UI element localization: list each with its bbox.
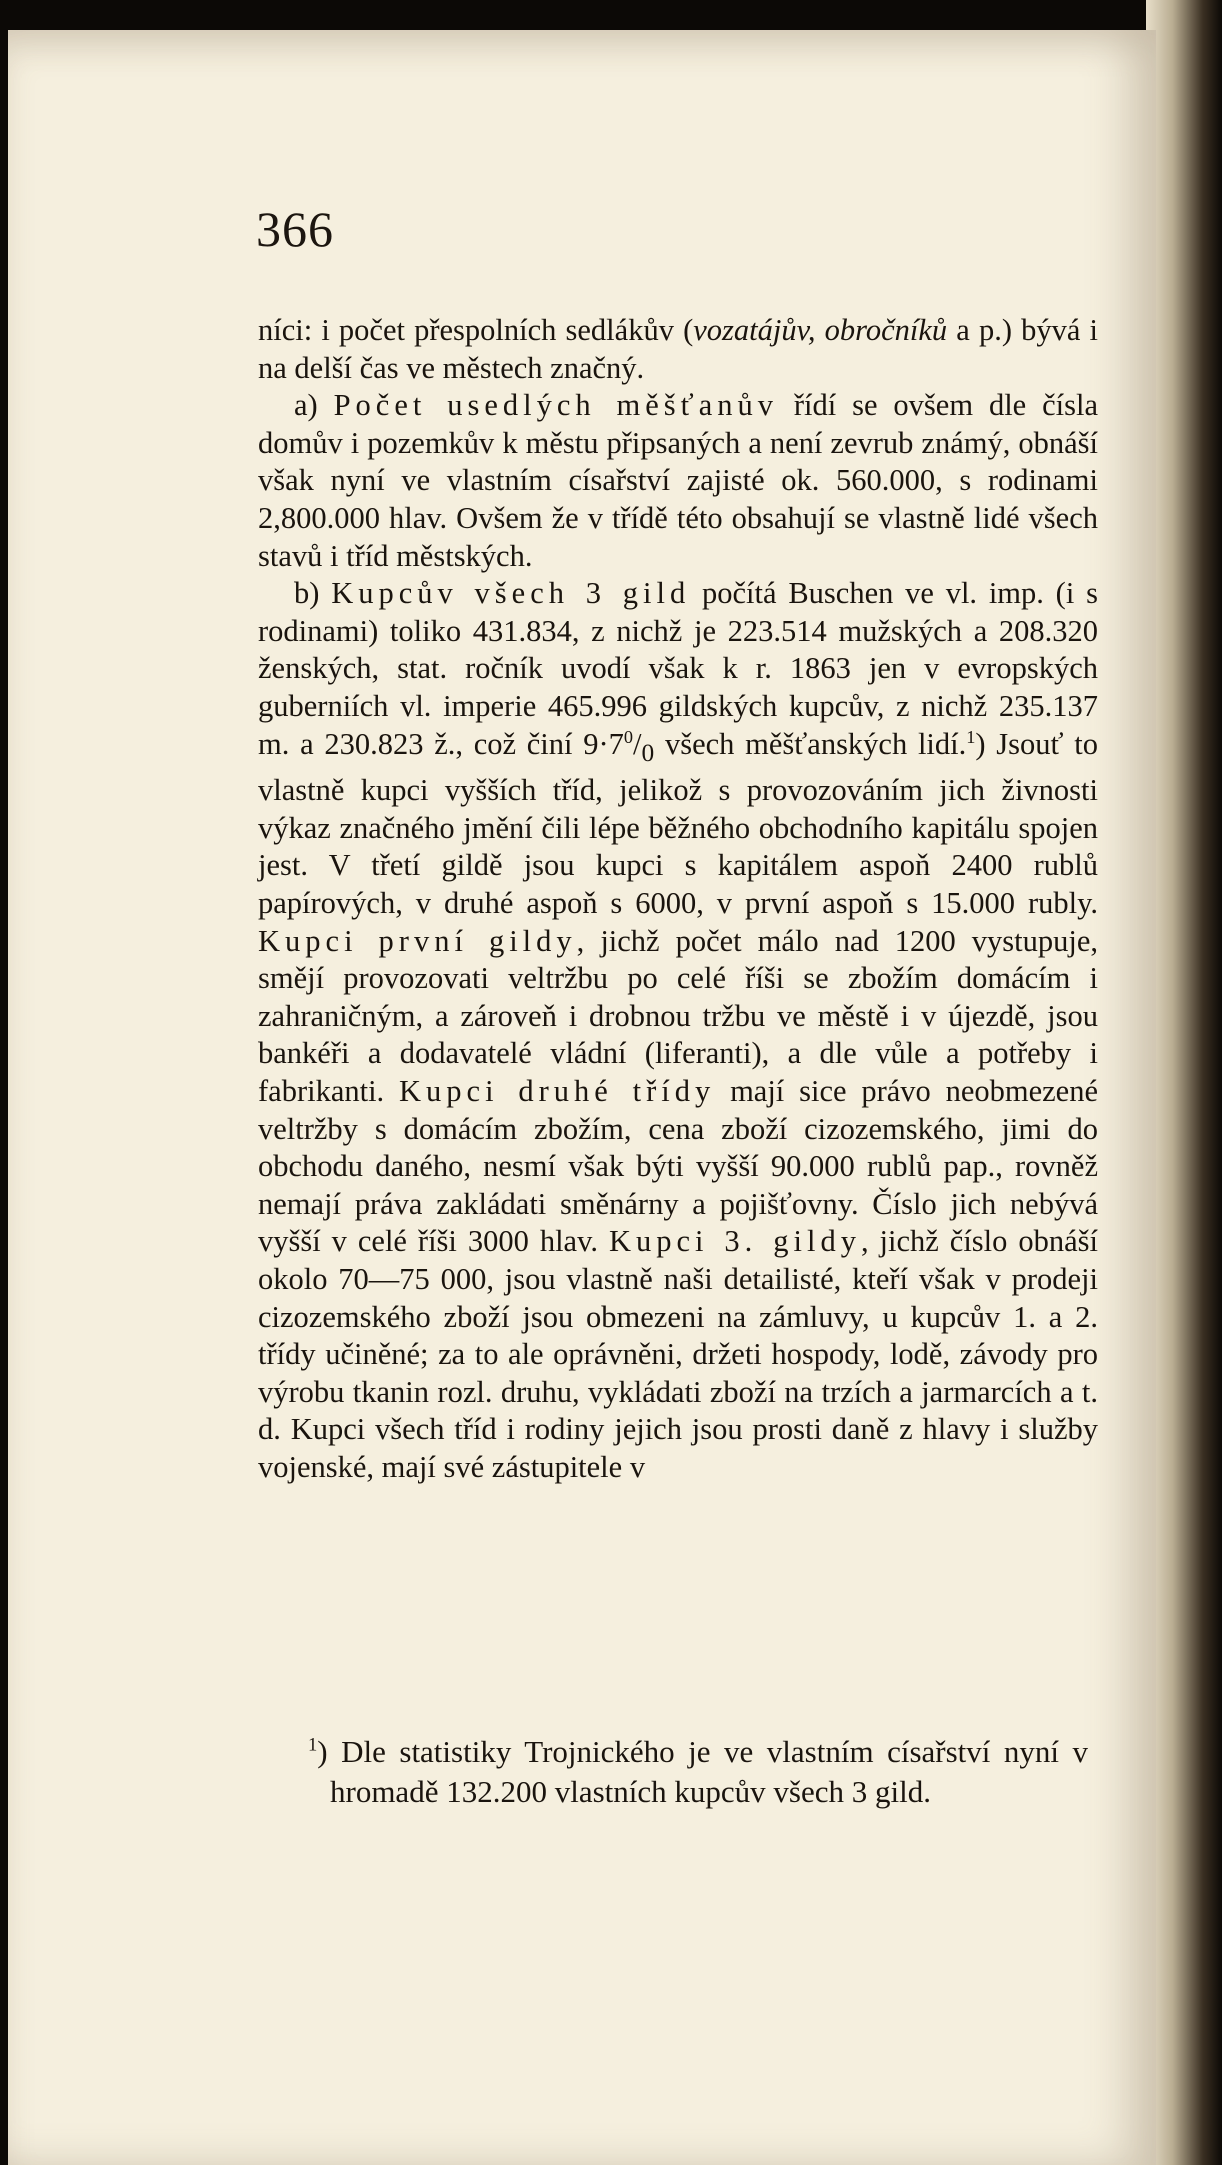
footnote-text: ) Dle statistiky Trojnického je ve vlastním císařství nyní v hromadě 132.200 vlastních kupcův všech 3 gild. — [317, 1734, 1088, 1809]
paragraph-2 — [258, 387, 1098, 575]
p3-text-5: mají sice právo neobmezené veltržby s domácím zbožím, cena zboží cizozemského, jimi do obchodu daného, nesmí však býti vyšší 90.000 rublů pap., rovněž nemají práva zakládati směnárny a pojišťovny. Číslo jich nebývá vyšší v celé říši 3000 hlav. — [258, 1073, 1099, 1259]
p3-text-1: počítá Buschen ve vl. imp. (i s rodinami) toliko 431.834, z nichž je 223.514 mužských a 208.320 ženských, stat. ročník uvodí však k r. 1863 jen v evropských guberniích vl. imperie 465.996 gildských kupcův, z nichž 235.137 m. a 230.823 ž., což činí 9·7 — [258, 576, 1098, 761]
percent-sign-sub: 0 — [641, 738, 655, 767]
p2-label: a) — [294, 388, 334, 423]
p3-text-3: ) Jsouť to vlastně kupci vyšších tříd, jelikož s provozováním jich živnosti výkaz značného jmění čili lépe běžného obchodního kapitálu spojen jest. V třetí gildě jsou kupci s kapitálem aspoň 2400 rublů papírových, v druhé aspoň s 6000, v první aspoň s 15.000 rubly. — [258, 726, 1098, 920]
main-text — [258, 312, 1098, 1487]
p3-percent-slash: / — [633, 726, 642, 761]
p3-first-guild-spaced: Kupci první gildy — [258, 923, 577, 958]
p1-text-1: níci: i počet přespolních sedlákův ( — [258, 313, 694, 347]
page-number: 366 — [256, 201, 334, 257]
footnote-reference: 1 — [966, 726, 976, 747]
p3-heading-spaced: Kupcův všech 3 gild — [331, 576, 691, 611]
p2-heading-spaced: Počet usedlých měšťanův — [333, 388, 778, 423]
p3-text-6: , jichž číslo obnáší okolo 70—75 000, jsou vlastně naši detailisté, kteří však v prodeji cizozemského zboží jsou obmezeni na zámluvy, u kupcův 1. a 2. třídy učiněné; za to ale oprávněni, držeti hospody, lodě, závody pro výrobu tkanin rozl. druhu, vykládati zboží na trzích a jarmarcích a t. d. Kupci všech tříd i rodiny jejich jsou prosti daně z hlavy i služby vojenské, mají své zástupitele v — [258, 1224, 1098, 1484]
paragraph-3 — [258, 575, 1098, 1486]
p3-second-class-spaced: Kupci druhé třídy — [399, 1073, 716, 1108]
book-spine — [1146, 0, 1222, 2165]
footnote — [308, 1732, 1088, 1812]
p3-text-2: všech měšťanských lidí. — [654, 726, 967, 761]
p3-label: b) — [294, 576, 332, 611]
footnote-marker: 1 — [308, 1734, 318, 1756]
paragraph-1 — [258, 312, 1098, 387]
percent-sign-sup: 0 — [623, 726, 634, 747]
p1-italic-terms: vozatájův, obročníků — [693, 313, 948, 347]
book-page — [8, 30, 1156, 2165]
p3-text-4: , jichž počet málo nad 1200 vystupuje, smějí provozovati veltržbu po celé říši se zbožím domácím i zahraničným, a zároveň i drobnou tržbu ve městě i v újezdě, jsou bankéři a dodavatelé vládní (liferanti), a dle vůle a potřeby i fabrikanti. — [258, 923, 1098, 1108]
p1-text-2: a p.) bývá i na delší čas ve městech značný. — [258, 313, 1098, 385]
p2-text: řídí se ovšem dle čísla domův i pozemkův k městu připsaných a není zevrub známý, obnáší však nyní ve vlastním císařství zajisté ok. 560.000, s rodinami 2,800.000 hlav. Ovšem že v třídě této obsahují se vlastně lidé všech stavů i tříd městských. — [258, 388, 1098, 573]
p3-third-guild-spaced: Kupci 3. gildy — [608, 1224, 861, 1259]
